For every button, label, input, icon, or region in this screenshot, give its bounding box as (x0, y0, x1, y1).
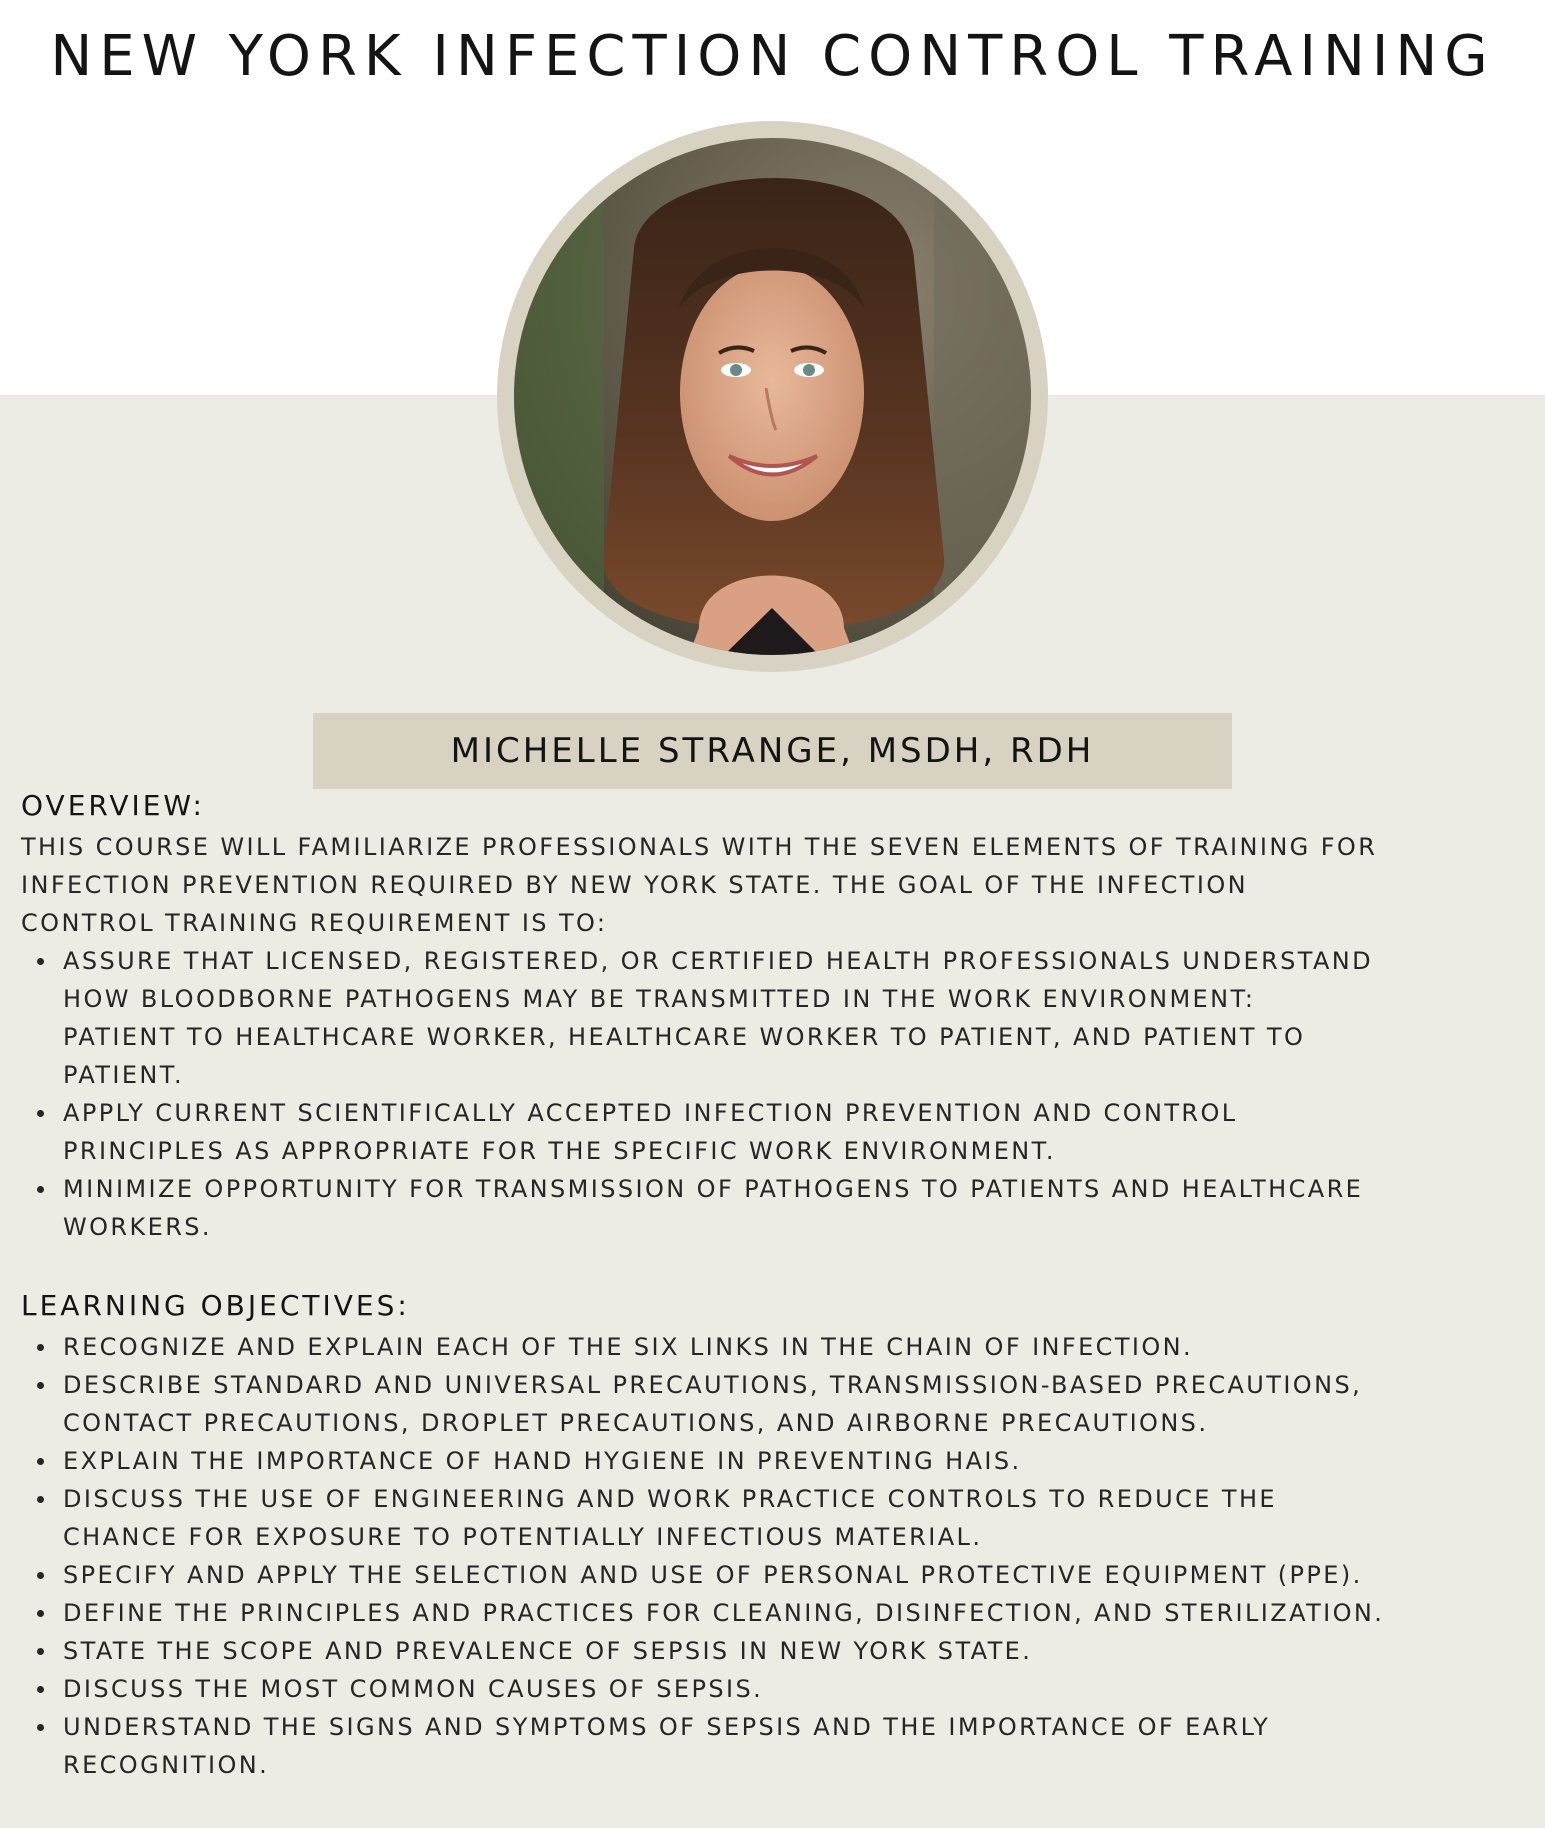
list-item-line: DISCUSS THE USE OF ENGINEERING AND WORK PRACTICE CONTROLS TO REDUCE THE (63, 1485, 1277, 1513)
list-item-line: DEFINE THE PRINCIPLES AND PRACTICES FOR CLEANING, DISINFECTION, AND STERILIZATION. (63, 1599, 1385, 1627)
overview-intro-line: INFECTION PREVENTION REQUIRED BY NEW YORK STATE. THE GOAL OF THE INFECTION (21, 871, 1248, 899)
list-item-line: UNDERSTAND THE SIGNS AND SYMPTOMS OF SEPSIS AND THE IMPORTANCE OF EARLY (63, 1713, 1271, 1741)
list-item-line: PATIENT TO HEALTHCARE WORKER, HEALTHCARE WORKER TO PATIENT, AND PATIENT TO (63, 1023, 1306, 1051)
list-item (21, 1328, 1521, 1366)
overview-heading: OVERVIEW: (21, 789, 205, 822)
list-item (21, 1094, 1521, 1170)
learning-objectives-list (21, 1328, 1521, 1784)
list-item-line: ASSURE THAT LICENSED, REGISTERED, OR CERTIFIED HEALTH PROFESSIONALS UNDERSTAND (63, 947, 1374, 975)
list-item-line: RECOGNITION. (63, 1751, 270, 1779)
course-description (21, 784, 1521, 1784)
list-item-line: PRINCIPLES AS APPROPRIATE FOR THE SPECIFIC WORK ENVIRONMENT. (63, 1137, 1056, 1165)
list-item-line: MINIMIZE OPPORTUNITY FOR TRANSMISSION OF PATHOGENS TO PATIENTS AND HEALTHCARE (63, 1175, 1364, 1203)
list-item-line: STATE THE SCOPE AND PREVALENCE OF SEPSIS IN NEW YORK STATE. (63, 1637, 1033, 1665)
list-item-line: CHANCE FOR EXPOSURE TO POTENTIALLY INFECTIOUS MATERIAL. (63, 1523, 983, 1551)
list-item (21, 1442, 1521, 1480)
list-item (21, 1556, 1521, 1594)
instructor-photo (514, 138, 1031, 655)
overview-goals-list (21, 942, 1521, 1246)
instructor-name-banner (313, 713, 1232, 789)
list-item (21, 1594, 1521, 1632)
list-item (21, 1670, 1521, 1708)
list-item-line: CONTACT PRECAUTIONS, DROPLET PRECAUTIONS, AND AIRBORNE PRECAUTIONS. (63, 1409, 1209, 1437)
list-item (21, 1708, 1521, 1784)
list-item-line: SPECIFY AND APPLY THE SELECTION AND USE OF PERSONAL PROTECTIVE EQUIPMENT (PPE). (63, 1561, 1363, 1589)
list-item-line: WORKERS. (63, 1213, 212, 1241)
page-title: NEW YORK INFECTION CONTROL TRAINING (50, 24, 1495, 89)
learning-objectives-heading: LEARNING OBJECTIVES: (21, 1289, 410, 1322)
overview-intro-line: THIS COURSE WILL FAMILIARIZE PROFESSIONALS WITH THE SEVEN ELEMENTS OF TRAINING FOR (21, 833, 1378, 861)
overview-intro (21, 828, 1501, 942)
list-item-line: HOW BLOODBORNE PATHOGENS MAY BE TRANSMITTED IN THE WORK ENVIRONMENT: (63, 985, 1256, 1013)
section-spacer (21, 1246, 1521, 1284)
overview-intro-line: CONTROL TRAINING REQUIREMENT IS TO: (21, 909, 608, 937)
list-item-line: PATIENT. (63, 1061, 184, 1089)
list-item (21, 1632, 1521, 1670)
list-item-line: RECOGNIZE AND EXPLAIN EACH OF THE SIX LINKS IN THE CHAIN OF INFECTION. (63, 1333, 1194, 1361)
list-item-line: EXPLAIN THE IMPORTANCE OF HAND HYGIENE IN PREVENTING HAIS. (63, 1447, 1022, 1475)
list-item (21, 942, 1521, 1094)
portrait-photo-icon (514, 138, 1031, 655)
instructor-name: MICHELLE STRANGE, MSDH, RDH (450, 731, 1095, 771)
list-item-line: DISCUSS THE MOST COMMON CAUSES OF SEPSIS. (63, 1675, 764, 1703)
list-item (21, 1366, 1521, 1442)
list-item (21, 1480, 1521, 1556)
list-item-line: APPLY CURRENT SCIENTIFICALLY ACCEPTED INFECTION PREVENTION AND CONTROL (63, 1099, 1238, 1127)
list-item-line: DESCRIBE STANDARD AND UNIVERSAL PRECAUTIONS, TRANSMISSION-BASED PRECAUTIONS, (63, 1371, 1363, 1399)
list-item (21, 1170, 1521, 1246)
